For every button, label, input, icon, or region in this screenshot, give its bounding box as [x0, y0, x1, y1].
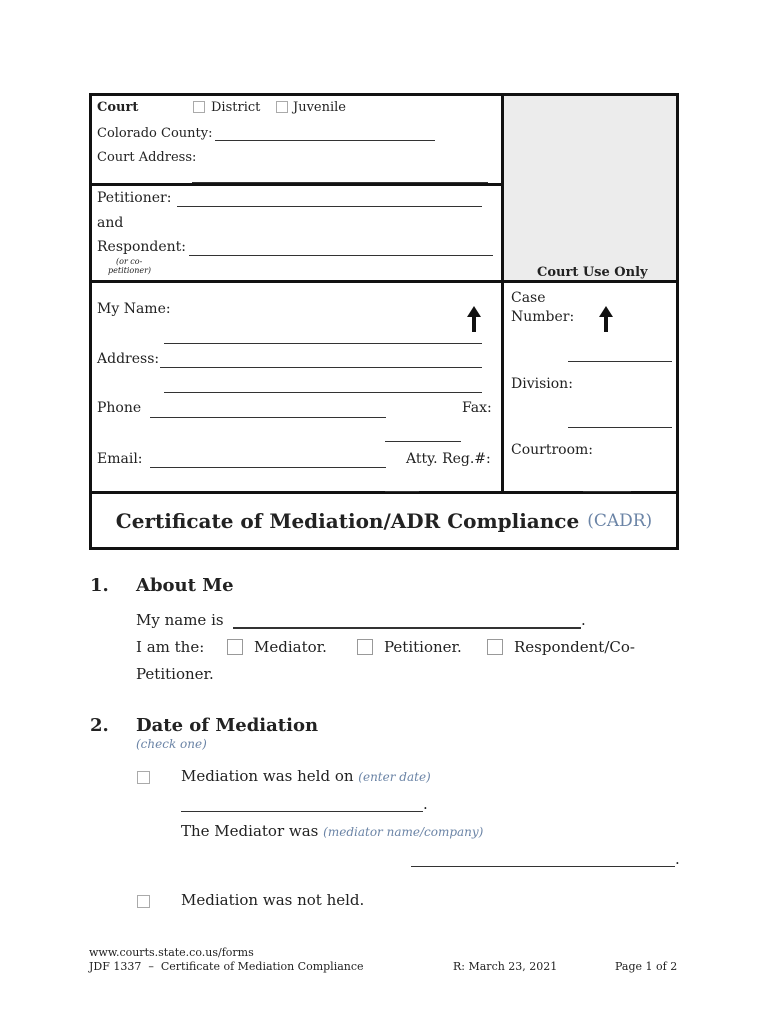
- atty-reg-label: Atty. Reg.#:: [406, 451, 491, 467]
- county-label: Colorado County:: [97, 126, 213, 141]
- form-title-main: Certificate of Mediation/ADR Compliance: [115, 508, 580, 533]
- petitioner-option: Petitioner.: [384, 638, 462, 656]
- division-label: Division:: [511, 376, 573, 392]
- my-name-prefix: My name is: [136, 611, 224, 629]
- courtroom-label: Courtroom:: [511, 442, 594, 458]
- mediation-not-held-text: Mediation was not held.: [181, 891, 365, 909]
- section-1-number: 1.: [90, 575, 109, 596]
- mediator-label: The Mediator was: [181, 822, 319, 840]
- petitioner-label: Petitioner:: [97, 190, 172, 206]
- form-title-abbr: (CADR): [587, 510, 653, 531]
- address-field-2[interactable]: [164, 392, 482, 393]
- phone-label: Phone: [97, 400, 142, 416]
- up-arrow-icon: [598, 306, 614, 332]
- footer-form-id: JDF 1337 – Certificate of Mediation Compliance: [89, 960, 364, 973]
- mediation-held-checkbox[interactable]: [137, 771, 150, 784]
- co-petitioner-note-1: (or co-: [116, 257, 143, 266]
- court-address-field[interactable]: [192, 182, 488, 183]
- juvenile-checkbox[interactable]: [276, 101, 288, 113]
- email-field[interactable]: [150, 467, 386, 468]
- email-label: Email:: [97, 451, 143, 467]
- fax-label: Fax:: [462, 400, 492, 416]
- fax-field[interactable]: [385, 441, 461, 442]
- mediator-option: Mediator.: [254, 638, 327, 656]
- address-label: Address:: [97, 351, 160, 367]
- mediator-name-field[interactable]: [411, 866, 675, 867]
- court-use-only-label: Court Use Only: [537, 265, 648, 280]
- respondent-label: Respondent:: [97, 239, 187, 255]
- section-1-heading: About Me: [136, 575, 234, 596]
- footer-revision: R: March 23, 2021: [453, 960, 558, 973]
- division-field[interactable]: [568, 427, 672, 428]
- petitioner-checkbox[interactable]: [357, 639, 373, 655]
- mediator-period: .: [675, 850, 680, 868]
- footer-page-number: Page 1 of 2: [615, 960, 678, 973]
- up-arrow-icon: [466, 306, 482, 332]
- case-label-1: Case: [511, 290, 546, 306]
- caption-divider-2: [91, 280, 678, 283]
- respondent-option-cont: Petitioner.: [136, 665, 214, 683]
- my-name-field[interactable]: [164, 343, 482, 344]
- section-2-number: 2.: [90, 715, 109, 736]
- respondent-checkbox[interactable]: [487, 639, 503, 655]
- petitioner-field[interactable]: [177, 206, 482, 207]
- mediator-text: [181, 822, 483, 840]
- phone-field[interactable]: [150, 417, 386, 418]
- address-field-1[interactable]: [160, 367, 482, 368]
- respondent-field[interactable]: [189, 255, 493, 256]
- county-field[interactable]: [215, 140, 435, 141]
- check-one-hint: (check one): [136, 737, 207, 751]
- caption-divider-1: [91, 183, 502, 186]
- juvenile-label: Juvenile: [293, 100, 347, 115]
- mediation-held-text: [181, 767, 431, 785]
- respondent-option: Respondent/Co-: [514, 638, 635, 656]
- mediation-date-field[interactable]: [181, 811, 423, 812]
- footer-url: www.courts.state.co.us/forms: [89, 946, 254, 959]
- atty-reg-field[interactable]: [385, 491, 419, 492]
- case-label-2: Number:: [511, 309, 575, 325]
- and-label: and: [97, 215, 124, 231]
- district-checkbox[interactable]: [193, 101, 205, 113]
- court-address-label: Court Address:: [97, 150, 197, 165]
- form-title: [92, 494, 676, 547]
- i-am-label: I am the:: [136, 638, 205, 656]
- mediation-not-held-checkbox[interactable]: [137, 895, 150, 908]
- court-label: Court: [97, 100, 139, 115]
- district-label: District: [211, 100, 261, 115]
- my-name-label: My Name:: [97, 301, 171, 317]
- section-1-name-field[interactable]: [233, 627, 581, 629]
- mediation-held-label: Mediation was held on: [181, 767, 354, 785]
- mediator-checkbox[interactable]: [227, 639, 243, 655]
- co-petitioner-note-2: petitioner): [108, 266, 152, 275]
- my-name-suffix: .: [581, 611, 586, 629]
- case-number-field[interactable]: [568, 361, 672, 362]
- courtroom-field[interactable]: [583, 491, 631, 492]
- caption-vertical-divider: [501, 95, 504, 493]
- enter-date-hint: (enter date): [358, 770, 431, 784]
- section-2-heading: Date of Mediation: [136, 715, 319, 736]
- date-period: .: [423, 795, 428, 813]
- mediator-name-hint: (mediator name/company): [323, 825, 484, 839]
